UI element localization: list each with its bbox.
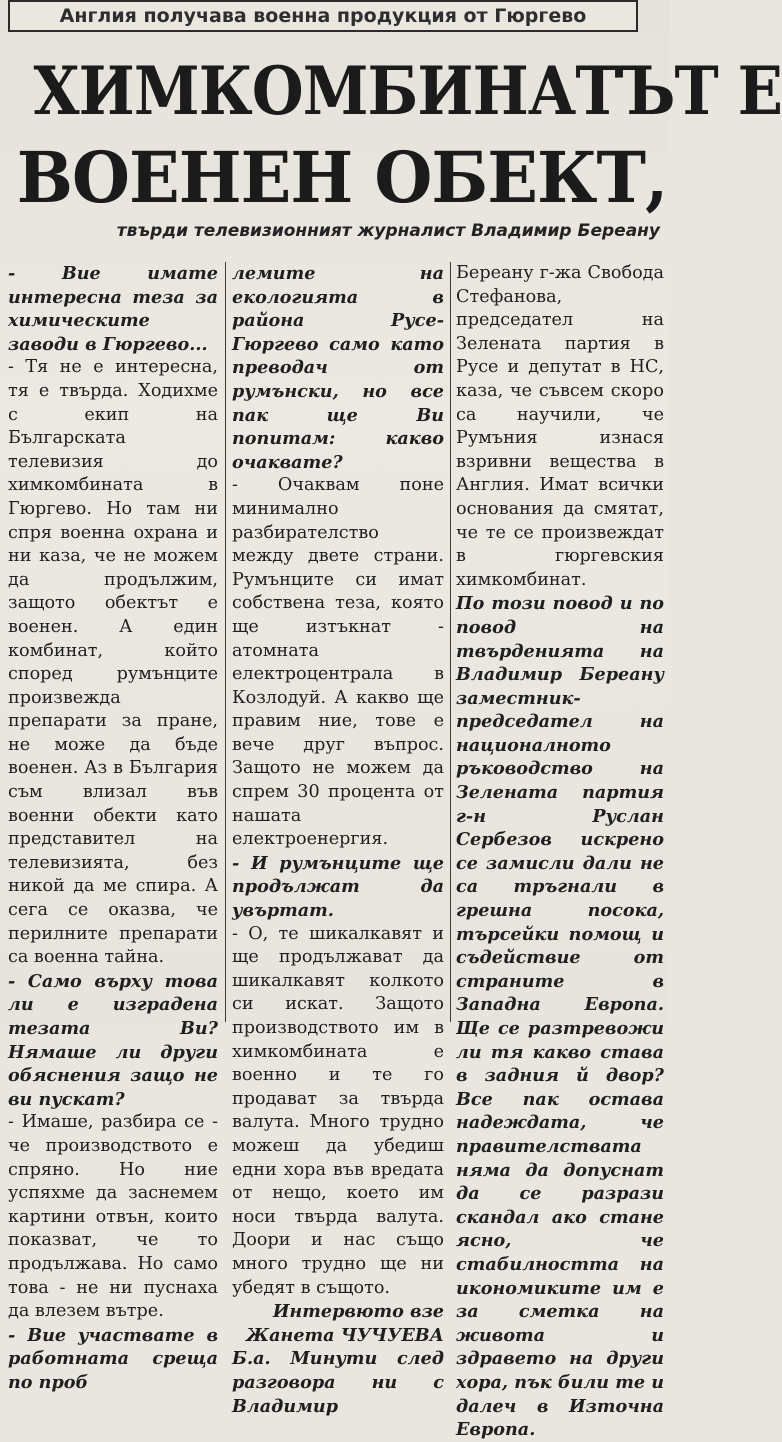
subheadline: твърди телевизионният журналист Владимир Береану	[116, 221, 660, 241]
note-paragraph-bold: По този повод и по повод на твърденията на Владимир Береану заместник-председател на националното ръководство на Зелената партия г-н Руслан Сербезов искрено се замисли дали не са тръгнали в грешна посока, търсейки помощ и съдействие от страните в Западна Европа. Ще се разтревожи ли тя какво става в задния й двор? Все пак остава надеждата, че правителствата няма да допуснат да се разрази скандал ако стане ясно, че стабилността на икономиките им е за сметка на живота и здравето на други хора, пък били те и далеч в Източна Европа.	[456, 593, 664, 1441]
article-column-3	[456, 262, 664, 1441]
question-paragraph: - Вие имате интересна теза за химическите заводи в Гюргево...	[8, 263, 218, 355]
article-column-1	[8, 262, 218, 1393]
answer-paragraph: - О, те шикалкавят и ще продължават да шикалкавят колкото си искат. Защото производството им в химкомбината е военно и те го продават за твърда валута. Много трудно можеш да убедиш едни хора във вредата от нещо, което им носи твърда валута. Доори и нас също много трудно ще ни убедят в същото.	[232, 923, 444, 1298]
question-paragraph: - Само върху това ли е изградена тезата Ви? Нямаше ли други обяснения защо не ви пускат?	[8, 970, 218, 1110]
question-paragraph: лемите на екологията в района Русе-Гюргево само като преводач от румънски, но все пак ще Ви попитам: какво очаквате?	[232, 263, 444, 473]
column-rule	[450, 262, 451, 1022]
question-paragraph: - Вие участвате в работната среща по проб	[8, 1324, 218, 1393]
byline-label: Интервюто взе	[272, 1301, 444, 1323]
kicker-banner: Англия получава военна продукция от Гюргево	[8, 0, 638, 32]
answer-paragraph: - Очаквам поне минимално разбирателство между двете страни. Румънците си имат собствена теза, която ще изтъкнат - атомната електроцентрала в Козлодуй. А какво ще правим ние, тове е вече друг въпрос. Защото не можем да спрем 30 процента от нашата електроенергия.	[232, 475, 444, 850]
answer-paragraph: - Имаше, разбира се - че производството е спряно. Но ние успяхме да заснемем картини отвън, които показват, че то продължава. Но само това - не ни пуснаха да влезем вътре.	[8, 1112, 218, 1322]
question-paragraph: - И румънците ще продължат да увъртат.	[232, 852, 444, 922]
byline-author: Жанета ЧУЧУЕВА	[246, 1324, 444, 1346]
article-column-2	[232, 262, 444, 1417]
headline-line-1: ХИМКОМБИНАТЪТ Е	[33, 52, 782, 130]
column-rule	[225, 262, 226, 1022]
headline-line-2: ВОЕНЕН ОБЕКТ,	[16, 136, 668, 219]
note-paragraph: Береану г-жа Свобода Стефанова, председател на Зелената партия в Русе и депутат в НС, каза, че съвсем скоро са научили, че Румъния изнася взривни вещества в Англия. Имат всички основания да смятат, че те се произвеждат в гюргевския химкомбинат.	[456, 263, 664, 590]
answer-paragraph: - Тя не е интересна, тя е твърда. Ходихме с екип на Българската телевизия до химкомбината в Гюргево. Но там ни спря военна охрана и ни каза, че не можем да продължим, защото обектът е военен. А един комбинат, който според румънците произвежда препарати за пране, не може да бъде военен. Аз в България съм влизал във военни обекти като представител на телевизията, без никой да ме спира. А сега се оказва, че перилните препарати са военна тайна.	[8, 357, 218, 968]
editor-note: Б.а. Минути след разговора ни с Владимир	[232, 1348, 444, 1417]
